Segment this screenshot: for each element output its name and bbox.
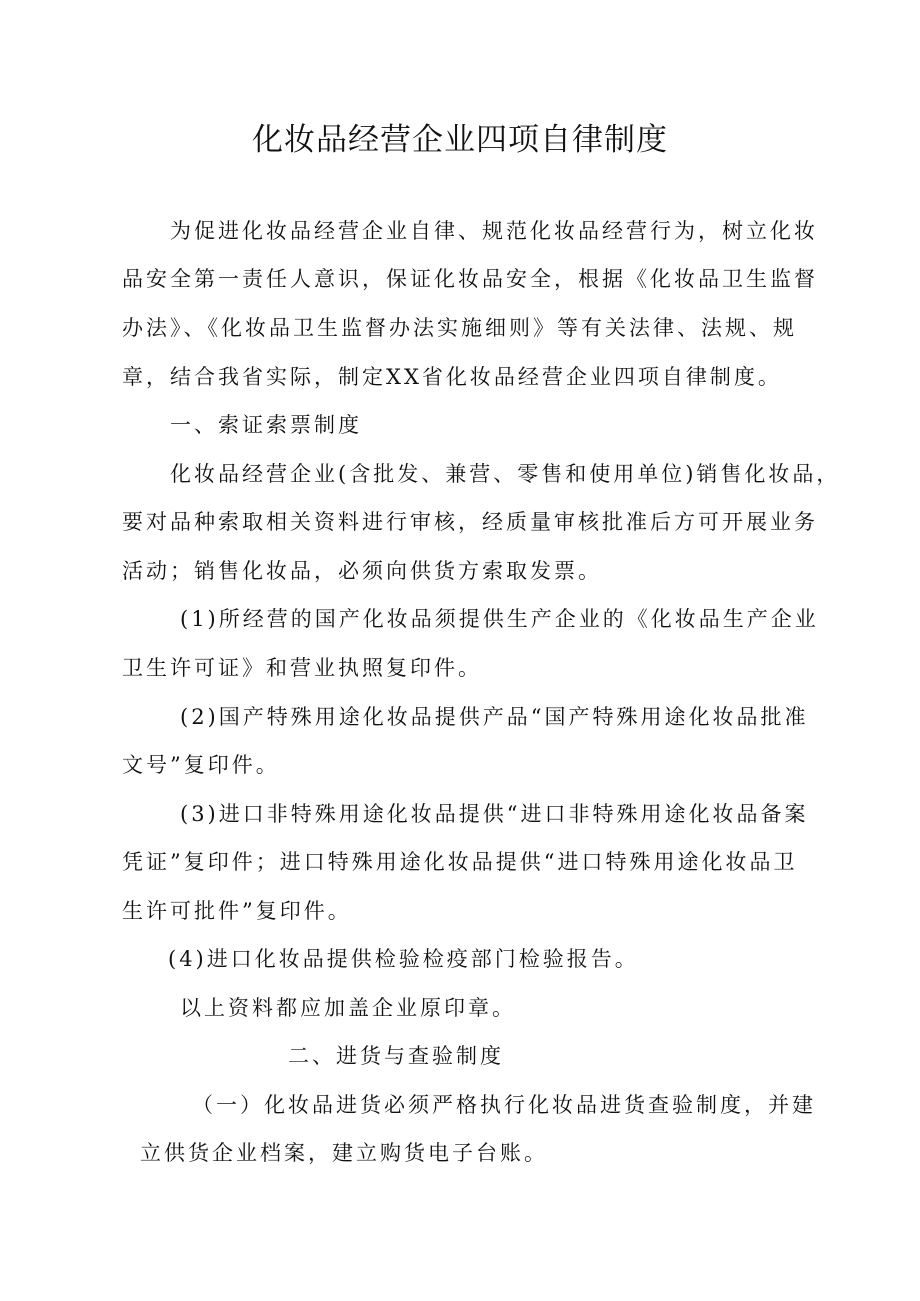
section1-para-line-1: 化妆品经营企业(含批发、兼营、零售和使用单位)销售化妆品， [170,462,841,486]
section-heading-2: 二、进货与查验制度 [288,1044,504,1068]
item-4-line-1: (4)进口化妆品提供检验检疫部门检验报告。 [168,947,639,971]
item-2-line-2: 文号”复印件。 [122,753,280,777]
item-1-line-1: (1)所经营的国产化妆品须提供生产企业的《化妆品生产企业 [180,607,819,631]
intro-line-2: 品安全第一责任人意识，保证化妆品安全，根据《化妆品卫生监督 [122,267,818,291]
intro-line-3: 办法》、《化妆品卫生监督办法实施细则》等有关法律、法规、规 [122,316,797,340]
section2-para-line-1: （一）化妆品进货必须严格执行化妆品进货查验制度，并建 [192,1093,816,1117]
section2-para-line-2: 立供货企业档案，建立购货电子台账。 [140,1141,548,1165]
section-heading-1: 一、索证索票制度 [170,413,362,437]
item-3-line-1: (3)进口非特殊用途化妆品提供“进口非特殊用途化妆品备案 [180,802,809,826]
item-3-line-3: 生许可批件”复印件。 [122,899,352,923]
item-1-line-2: 卫生许可证》和营业执照复印件。 [122,656,482,680]
document-title: 化妆品经营企业四项自律制度 [252,122,668,158]
intro-line-1: 为促进化妆品经营企业自律、规范化妆品经营行为，树立化妆 [170,219,818,243]
section1-para-line-3: 活动；销售化妆品，必须向供货方索取发票。 [122,559,602,583]
item-2-line-1: (2)国产特殊用途化妆品提供产品“国产特殊用途化妆品批准 [180,705,809,729]
item-3-line-2: 凭证”复印件；进口特殊用途化妆品提供“进口特殊用途化妆品卫 [122,850,798,874]
section1-para-line-2: 要对品种索取相关资料进行审核，经质量审核批准后方可开展业务 [122,510,818,534]
intro-line-4: 章，结合我省实际，制定XX省化妆品经营企业四项自律制度。 [122,365,782,389]
seal-note: 以上资料都应加盖企业原印章。 [180,996,516,1020]
